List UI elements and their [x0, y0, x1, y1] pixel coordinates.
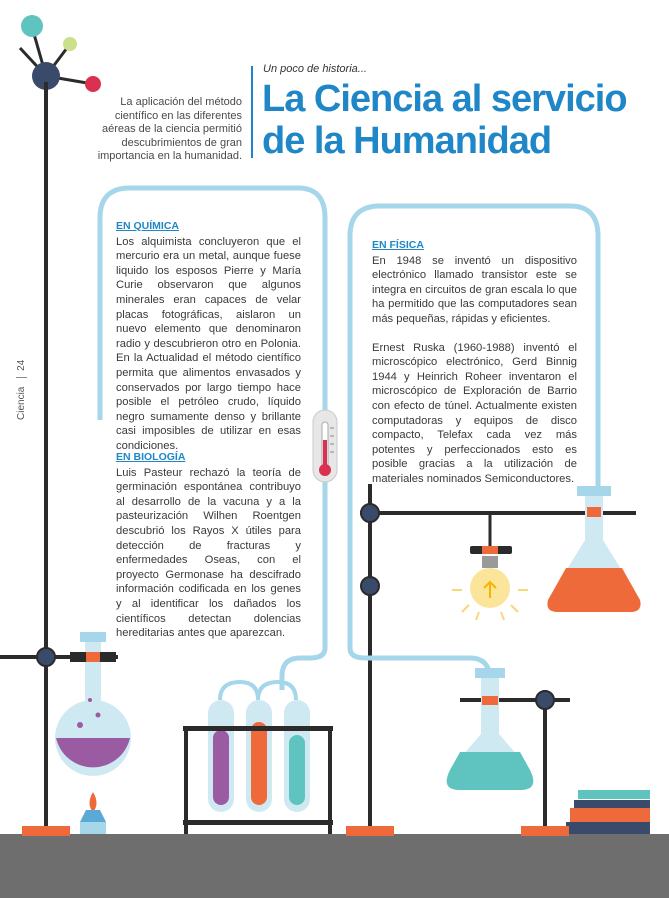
molecule-icon — [20, 15, 101, 92]
page-title-line1: La Ciencia al servicio — [262, 78, 627, 120]
fisica-body-2: Ernest Ruska (1960-1988) inventó el microscópico electrónico, Gerd Binnig 1944 y Heinrich Roheer inventaron el microscópico de Exploración de Barrio con efecto de túnel. Actualmente existen computadoras y equipos de disco compacto, Telefax cada vez más potentes y perfeccionados esto es posible gracias a la utilización de materiales nominados Semiconductores. — [372, 341, 577, 485]
thermometer-icon — [313, 410, 337, 482]
quimica-heading: EN QUÍMICA — [116, 220, 179, 232]
fisica-section — [372, 238, 577, 487]
floor — [0, 834, 669, 898]
section-name: Ciencia — [16, 386, 27, 420]
biologia-section — [116, 450, 301, 641]
title-divider — [251, 66, 253, 158]
books-stack-icon — [566, 790, 650, 834]
page-number: 24 — [16, 360, 27, 378]
quimica-body: Los alquimista concluyeron que el mercurio era un metal, aunque fuese liquido los esposos Pierre y María Curie observaron que algunos minerales eran capaces de velar placas fotográficas, aislaron un nuevo elemento que denominaron radio y descubrieron otro en Polonia. En la Actualidad el método científico permita que alimentos envasados y conservados por largo tiempo hace posible el petróleo crudo, líquido negro sumamente denso y brillante casi imposibles de utilizar en esas condiciones. — [116, 235, 301, 452]
page-title-line2: de la Humanidad — [262, 120, 552, 162]
sidebar-label — [16, 354, 27, 420]
quimica-section — [116, 219, 301, 454]
biologia-heading: EN BIOLOGÍA — [116, 451, 186, 463]
erlenmeyer-flask-teal — [447, 668, 534, 790]
erlenmeyer-flask-orange — [547, 486, 640, 612]
light-bulb-icon — [452, 546, 528, 620]
biologia-body: Luis Pasteur rechazó la teoría de germinación espontánea contribuyo al desarrollo de la vacuna y a la pasteurización Wilhen Roentgen descubrió los Rayos X útiles para detección de fracturas y enfermedades Oseas, con el proyecto Germonase ha descifrado información codificada en los genes y al identificar los dañados los científicos detectan dolencias hereditarias antes que aparezcan. — [116, 466, 301, 640]
intro-text: La aplicación del método científico en las diferentes aéreas de la ciencia permitió descubrimientos de gran importancia en la humanidad. — [97, 96, 242, 163]
fisica-heading: EN FÍSICA — [372, 239, 424, 251]
round-flask-purple — [55, 632, 131, 776]
kicker: Un poco de historia... — [263, 63, 367, 75]
burner-icon — [80, 792, 106, 834]
test-tube-rack — [183, 682, 333, 834]
fisica-body-1: En 1948 se inventó un dispositivo electrónico llamado transistor este se integra en circuitos de gran escala lo que ha permitido que las computadores sean más pequeñas, rápidas y eficientes. — [372, 254, 577, 325]
